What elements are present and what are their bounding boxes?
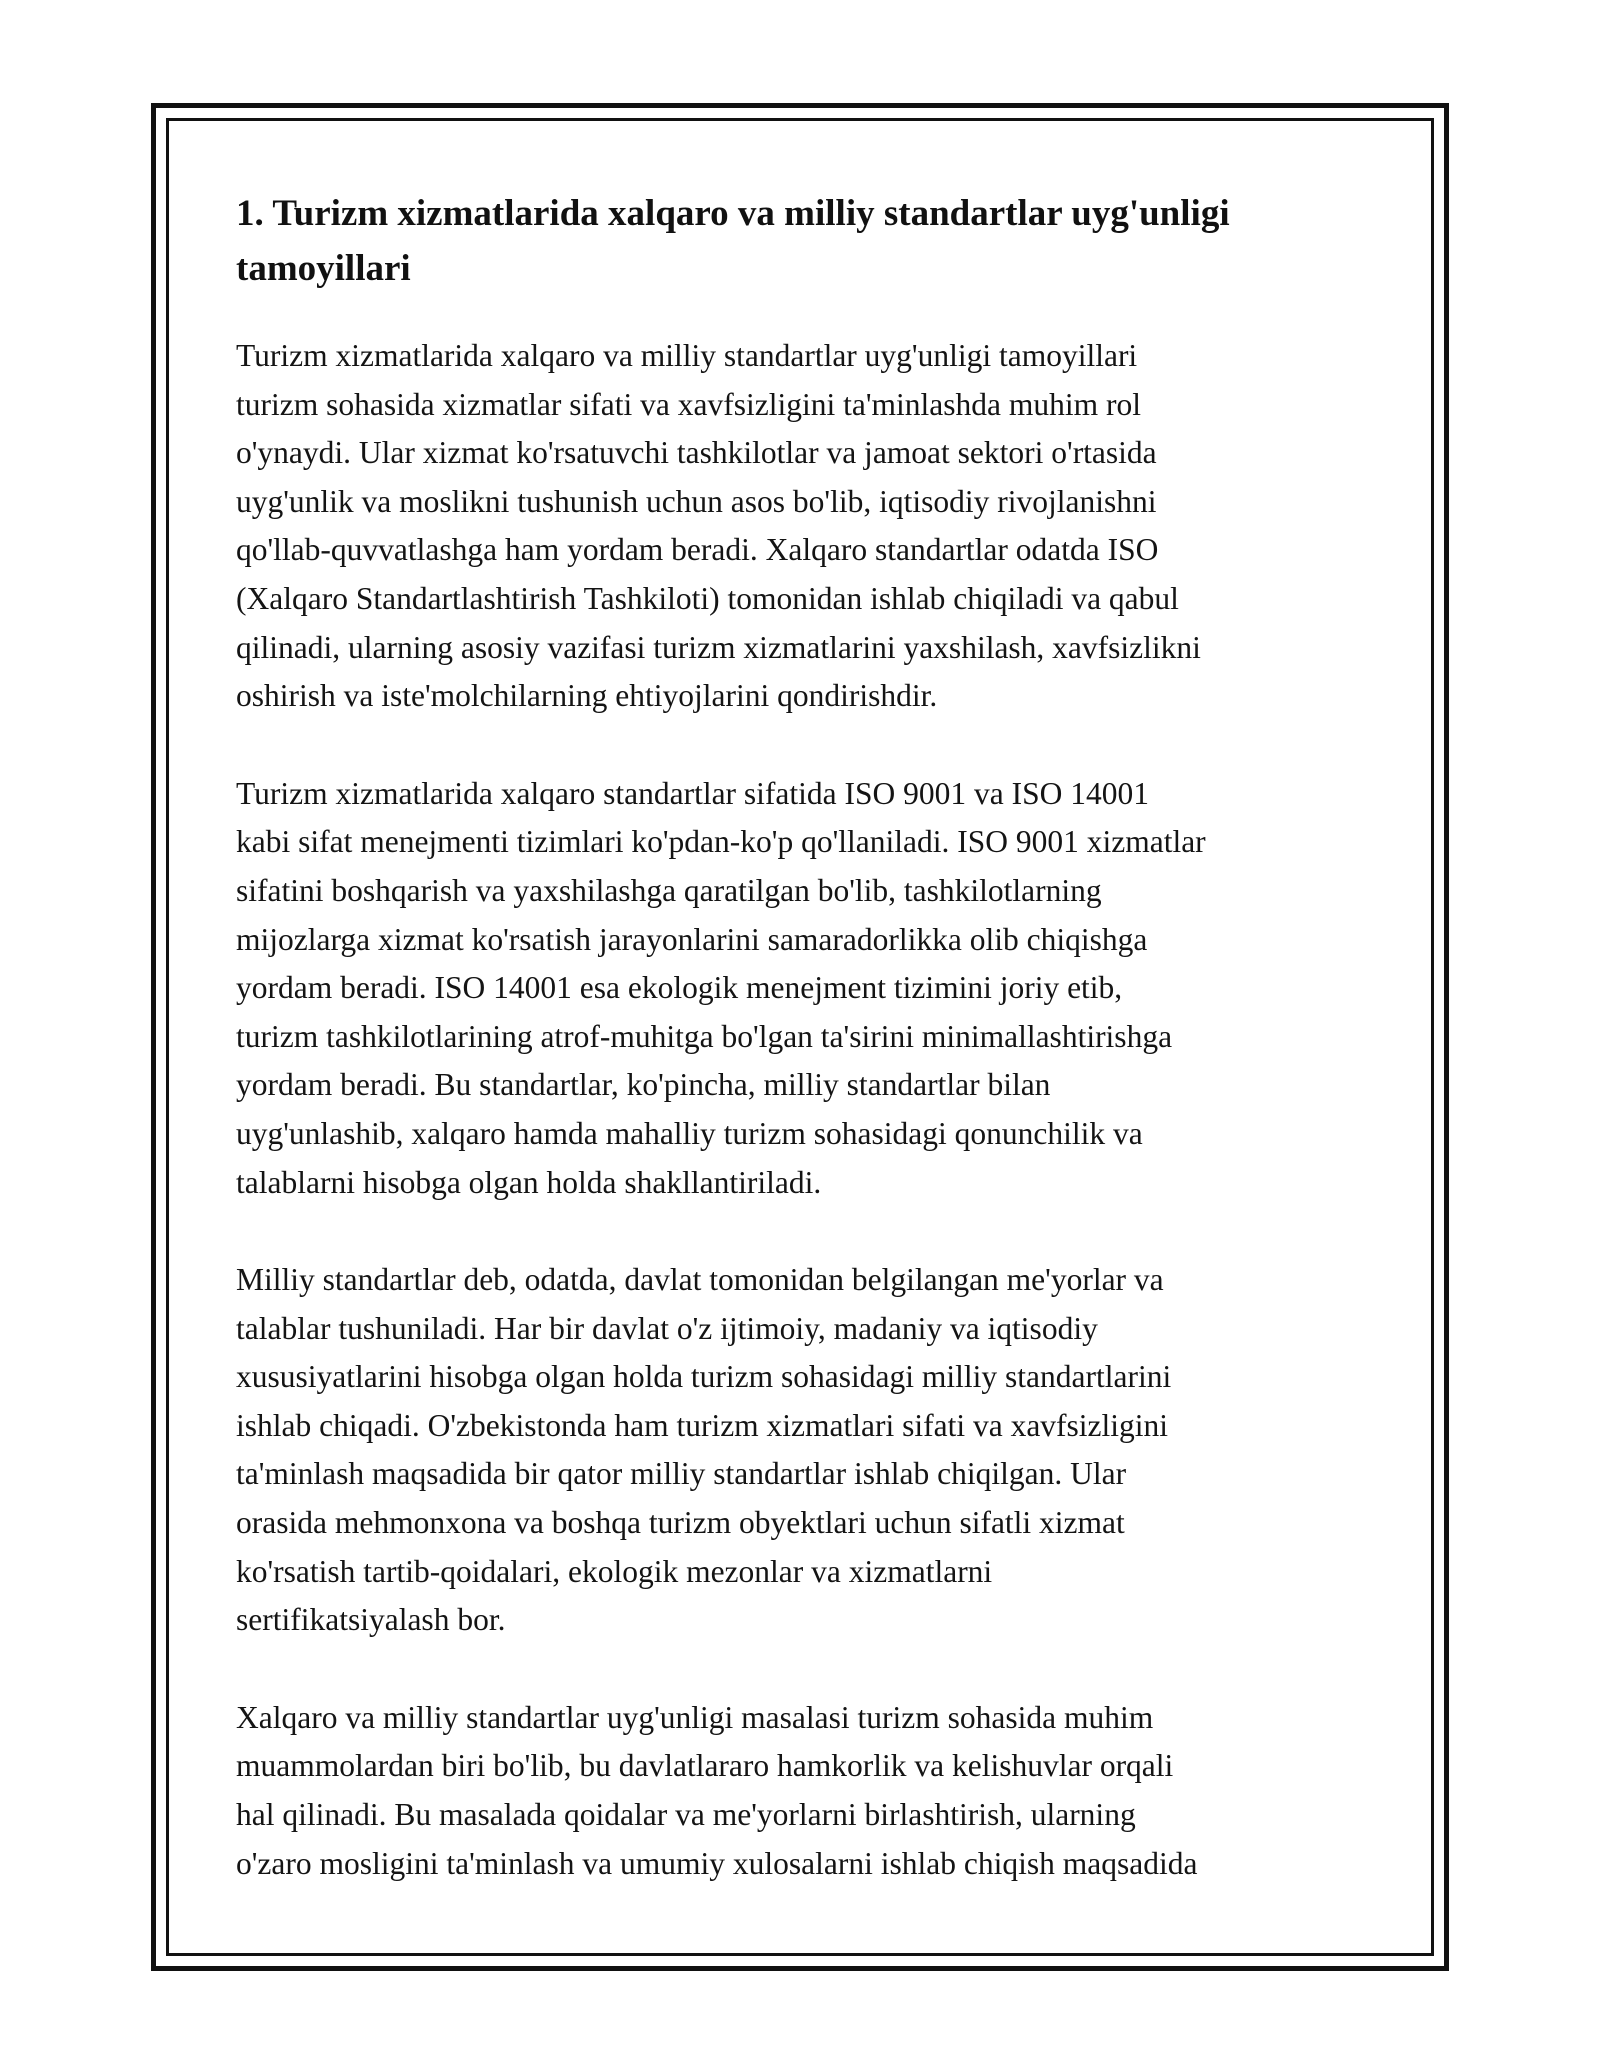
text-line: hal qilinadi. Bu masalada qoidalar va me'yorlarni birlashtirish, ularning	[236, 1797, 1136, 1833]
text-line: turizm sohasida xizmatlar sifati va xavfsizligini ta'minlashda muhim rol	[236, 386, 1141, 422]
text-line: qilinadi, ularning asosiy vazifasi turizm xizmatlarini yaxshilash, xavfsizlikni	[236, 629, 1201, 665]
title-line: 1. Turizm xizmatlarida xalqaro va milliy standartlar uyg'unligi	[236, 193, 1230, 234]
text-line: uyg'unlashib, xalqaro hamda mahalliy turizm sohasidagi qonunchilik va	[236, 1115, 1143, 1151]
paragraph-3	[236, 1256, 1376, 1645]
document-body	[236, 186, 1376, 1937]
text-line: xususiyatlarini hisobga olgan holda turizm sohasidagi milliy standartlarini	[236, 1359, 1172, 1395]
text-line: turizm tashkilotlarining atrof-muhitga bo'lgan ta'sirini minimallashtirishga	[236, 1018, 1173, 1054]
title-line: tamoyillari	[236, 248, 411, 289]
text-line: ko'rsatish tartib-qoidalari, ekologik mezonlar va xizmatlarni	[236, 1553, 993, 1589]
text-line: talablarni hisobga olgan holda shakllantiriladi.	[236, 1164, 822, 1200]
text-line: ta'minlash maqsadida bir qator milliy standartlar ishlab chiqilgan. Ular	[236, 1456, 1127, 1492]
paragraph-2	[236, 770, 1376, 1207]
text-line: kabi sifat menejmenti tizimlari ko'pdan-ko'p qo'llaniladi. ISO 9001 xizmatlar	[236, 824, 1206, 860]
text-line: Turizm xizmatlarida xalqaro standartlar sifatida ISO 9001 va ISO 14001	[236, 775, 1150, 811]
text-line: o'ynaydi. Ular xizmat ko'rsatuvchi tashkilotlar va jamoat sektori o'rtasida	[236, 435, 1157, 471]
paragraph-4	[236, 1694, 1376, 1888]
text-line: o'zaro mosligini ta'minlash va umumiy xulosalarni ishlab chiqish maqsadida	[236, 1845, 1198, 1881]
text-line: sifatini boshqarish va yaxshilashga qaratilgan bo'lib, tashkilotlarning	[236, 872, 1102, 908]
paragraph-1	[236, 332, 1376, 721]
text-line: ishlab chiqadi. O'zbekistonda ham turizm xizmatlari sifati va xavfsizligini	[236, 1407, 1169, 1443]
text-line: uyg'unlik va moslikni tushunish uchun asos bo'lib, iqtisodiy rivojlanishni	[236, 483, 1157, 519]
text-line: Xalqaro va milliy standartlar uyg'unligi masalasi turizm sohasida muhim	[236, 1699, 1154, 1735]
text-line: mijozlarga xizmat ko'rsatish jarayonlarini samaradorlikka olib chiqishga	[236, 921, 1148, 957]
text-line: (Xalqaro Standartlashtirish Tashkiloti) tomonidan ishlab chiqiladi va qabul	[236, 580, 1179, 616]
text-line: sertifikatsiyalash bor.	[236, 1602, 506, 1638]
document-title	[236, 186, 1376, 296]
text-line: Milliy standartlar deb, odatda, davlat tomonidan belgilangan me'yorlar va	[236, 1262, 1164, 1298]
text-line: orasida mehmonxona va boshqa turizm obyektlari uchun sifatli xizmat	[236, 1505, 1125, 1541]
text-line: yordam beradi. Bu standartlar, ko'pincha, milliy standartlar bilan	[236, 1067, 1051, 1103]
text-line: talablar tushuniladi. Har bir davlat o'z ijtimoiy, madaniy va iqtisodiy	[236, 1310, 1098, 1346]
text-line: oshirish va iste'molchilarning ehtiyojlarini qondirishdir.	[236, 678, 938, 714]
text-line: yordam beradi. ISO 14001 esa ekologik menejment tizimini joriy etib,	[236, 970, 1123, 1006]
text-line: qo'llab-quvvatlashga ham yordam beradi. Xalqaro standartlar odatda ISO	[236, 532, 1159, 568]
text-line: Turizm xizmatlarida xalqaro va milliy standartlar uyg'unligi tamoyillari	[236, 338, 1138, 373]
text-line: muammolardan biri bo'lib, bu davlatlararo hamkorlik va kelishuvlar orqali	[236, 1748, 1174, 1784]
